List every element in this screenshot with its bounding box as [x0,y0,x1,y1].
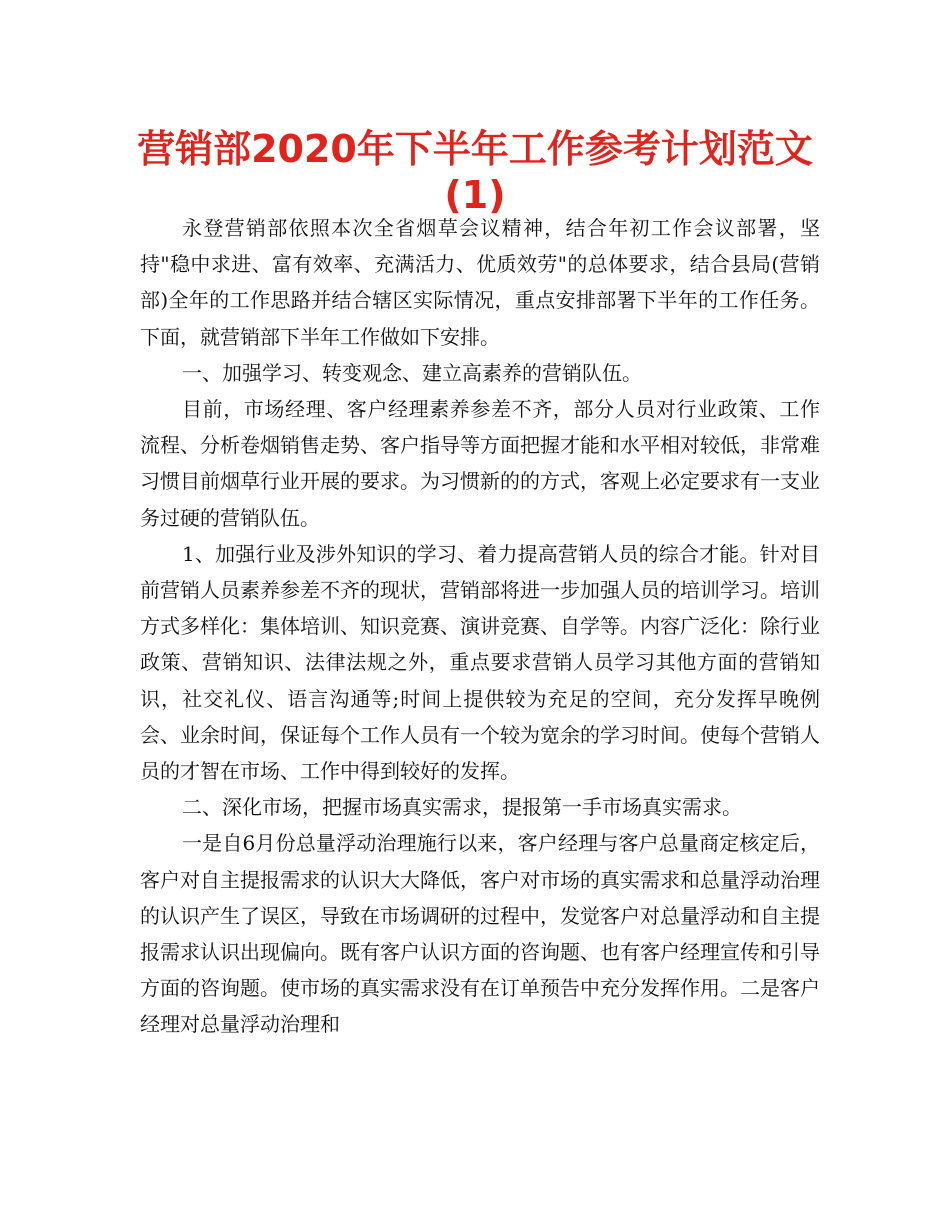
paragraph-intro: 永登营销部依照本次全省烟草会议精神，结合年初工作会议部署，坚持"稳中求进、富有效率、充满活力、优质效劳"的总体要求，结合县局(营销部)全年的工作思路并结合辖区实际情况，重点安排部署下半年的工作任务。下面，就营销部下半年工作做如下安排。 [140,216,820,349]
document-title-line-2: (1) [444,173,506,217]
paragraph-market-demand: 一是自6月份总量浮动治理施行以来，客户经理与客户总量商定核定后，客户对自主提报需求的认识大大降低，客户对市场的真实需求和总量浮动治理的认识产生了误区，导致在市场调研的过程中，发觉客户对总量浮动和自主提报需求认识出现偏向。既有客户认识方面的咨询题、也有客户经理宣传和引导方面的咨询题。使市场的真实需求没有在订单预告中充分发挥作用。二是客户经理对总量浮动治理和 [140,831,820,1037]
document-body [140,210,820,1043]
document-title-line-1: 营销部2020年下半年工作参考计划范文 [137,127,813,171]
heading-section-1: 一、加强学习、转变观念、建立高素养的营销队伍。 [182,360,642,385]
heading-section-2: 二、深化市场，把握市场真实需求，提报第一手市场真实需求。 [182,795,742,820]
paragraph-training: 1、加强行业及涉外知识的学习、着力提高营销人员的综合才能。针对目前营销人员素养参差不齐的现状，营销部将进一步加强人员的培训学习。培训方式多样化：集体培训、知识竞赛、演讲竞赛、自学等。内容广泛化：除行业政策、营销知识、法律法规之外，重点要求营销人员学习其他方面的营销知识，社交礼仪、语言沟通等;时间上提供较为充足的空间，充分发挥早晚例会、业余时间，保证每个工作人员有一个较为宽余的学习时间。使每个营销人员的才智在市场、工作中得到较好的发挥。 [140,541,820,784]
paragraph-current-situation: 目前，市场经理、客户经理素养参差不齐，部分人员对行业政策、工作流程、分析卷烟销售走势、客户指导等方面把握才能和水平相对较低，非常难习惯目前烟草行业开展的要求。为习惯新的的方式，客观上必定要求有一支业务过硬的营销队伍。 [140,397,820,530]
